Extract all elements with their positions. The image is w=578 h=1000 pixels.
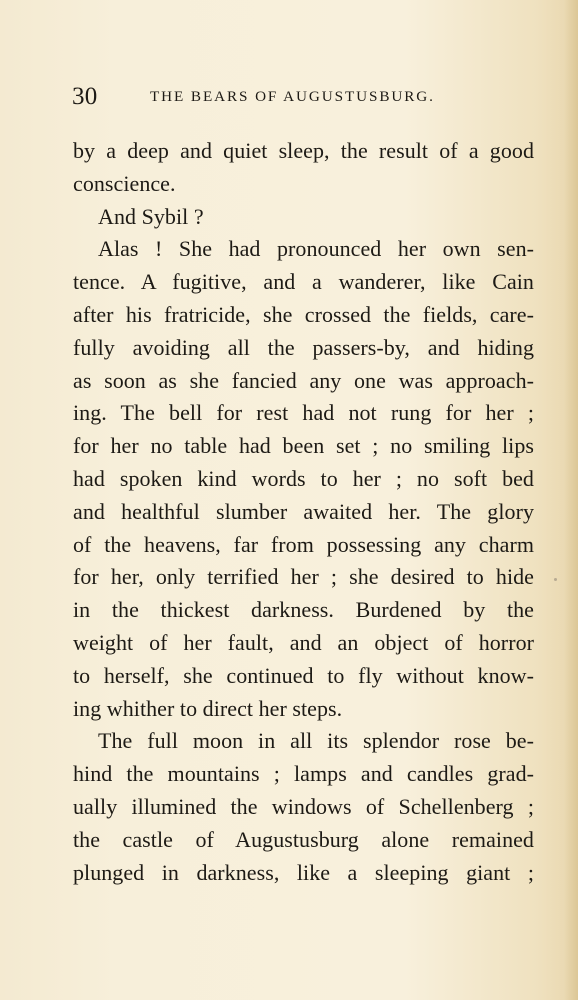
text-line-18: ing whither to direct her steps. [73,695,343,721]
text-line-15: in the thickest darkness. Burdened by the [73,597,534,623]
text-line-3: And Sybil ? [98,203,204,229]
margin-speck [554,578,557,581]
text-line-13: of the heavens, far from possessing any charm [73,531,534,557]
text-line-5: tence. A fugitive, and a wanderer, like Cain [73,269,534,295]
running-title: THE BEARS OF AUGUSTUSBURG. [150,88,435,105]
page-number: 30 [72,83,98,110]
text-line-12: and healthful slumber awaited her. The glory [73,498,534,524]
text-line-23: plunged in darkness, like a sleeping giant ; [73,859,534,885]
text-line-14: for her, only terrified her ; she desired to hide [73,564,534,590]
text-line-10: for her no table had been set ; no smiling lips [73,433,534,459]
text-line-2: conscience. [73,170,176,196]
text-line-8: as soon as she fancied any one was approach- [73,367,534,393]
text-line-1: by a deep and quiet sleep, the result of a good [73,138,534,163]
text-line-17: to herself, she continued to fly without know- [73,662,534,688]
page-header [72,82,532,112]
body-text [73,135,534,889]
text-line-4: Alas ! She had pronounced her own sen- [98,236,534,262]
text-line-9: ing. The bell for rest had not rung for her ; [73,400,534,426]
text-line-19: The full moon in all its splendor rose be- [98,728,534,754]
page-edge-shadow [564,0,578,1000]
text-line-11: had spoken kind words to her ; no soft bed [73,465,534,491]
text-line-22: the castle of Augustusburg alone remained [73,826,534,852]
text-line-6: after his fratricide, she crossed the fields, care- [73,301,534,327]
text-line-21: ually illumined the windows of Schellenberg ; [73,793,534,819]
text-line-16: weight of her fault, and an object of horror [73,629,534,655]
text-line-7: fully avoiding all the passers-by, and hiding [73,334,534,360]
text-line-20: hind the mountains ; lamps and candles grad- [73,761,534,787]
